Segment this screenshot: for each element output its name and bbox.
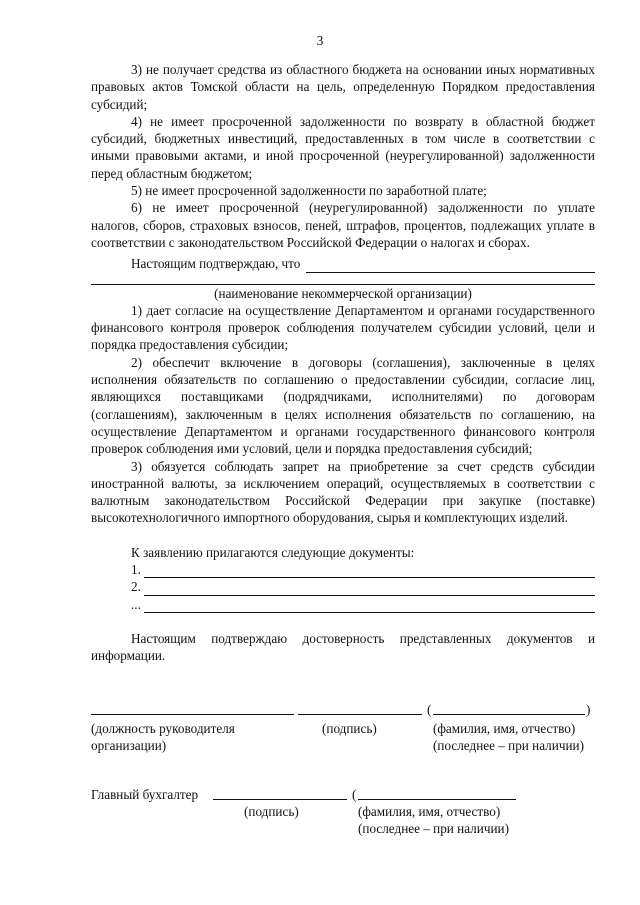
list-item-3: 3) не получает средства из областного бюджета на основании иных нормативных правовых актов Томской области на цель, определенную Порядком предоставления субсидий;: [91, 62, 595, 112]
name-blank[interactable]: [433, 714, 585, 715]
list-item-5: 5) не имеет просроченной задолженности по заработной плате;: [131, 183, 487, 199]
signature-blank[interactable]: [298, 714, 422, 715]
attachment-blank[interactable]: [144, 583, 595, 596]
attachment-number: 2.: [131, 579, 141, 595]
attachment-item: [91, 596, 595, 613]
attachment-number: 1.: [131, 562, 141, 578]
list-item-6: 6) не имеет просроченной (неурегулированной) задолженности по уплате налогов, сборов, страховых взносов, пеней, штрафов, процентов, подлежащих уплате в соответствии с законодательством Российской Федерации о налогах и сборах.: [91, 200, 595, 250]
name-close-paren: ): [586, 702, 591, 717]
consent-item-2: 2) обеспечит включение в договоры (соглашения), заключенные в целях исполнения обязательств по соглашению о предоставлении субсидии, согласие лиц, являющихся поставщиками (подрядчиками, исполнителями) по договорам (соглашениям), заключенным в целях исполнения обязательств по соглашению, на осуществление Департаментом и органами государственного финансового контроля проверок соблюдения ими условий, цели и порядка предоставления субсидий;: [91, 354, 595, 457]
attachment-number: ...: [131, 596, 141, 612]
attachment-item: [91, 578, 595, 595]
accountant-open-paren: (: [352, 787, 357, 802]
accountant-title: Главный бухгалтер: [91, 787, 199, 802]
position-blank[interactable]: [91, 714, 294, 715]
consent-item-1: 1) дает согласие на осуществление Департаментом и органами государственного финансового контроля проверок соблюдения получателем субсидии условий, цели и порядка предоставления субсидии;: [91, 302, 595, 353]
name-label: (фамилия, имя, отчество): [433, 721, 576, 736]
accountant-signature-label: (подпись): [244, 804, 299, 819]
accountant-signature-blank[interactable]: [213, 799, 347, 800]
confirm-line: [91, 255, 595, 272]
page-number: 3: [316, 33, 324, 48]
attachments-heading: К заявлению прилагаются следующие документы:: [131, 544, 415, 560]
attachment-item: [91, 561, 595, 578]
list-item-4: 4) не имеет просроченной задолженности по возврату в областной бюджет субсидий, бюджетных инвестиций, предоставленных в том числе в соответствии с иными правовыми актами, и иной просроченной (неурегулированной) задолженности перед областным бюджетом;: [91, 113, 595, 181]
confirm-prefix: Настоящим подтверждаю, что: [131, 256, 301, 272]
signature-label: (подпись): [322, 721, 377, 736]
document-body: [91, 61, 595, 665]
position-label: (должность руководителя: [91, 721, 235, 736]
accountant-name-blank[interactable]: [358, 799, 516, 800]
name-note: (последнее – при наличии): [433, 738, 584, 753]
consent-item-3: 3) обязуется соблюдать запрет на приобретение за счет средств субсидии иностранной валюты, за исключением операций, осуществляемых в соответствии с валютным законодательством Российской Федерации при закупке (поставке) высокотехнологичного импортного оборудования, сырья и комплектующих изделий.: [91, 458, 595, 526]
attachment-blank[interactable]: [144, 565, 595, 578]
attachment-blank[interactable]: [144, 600, 595, 613]
position-label-2: организации): [91, 738, 167, 753]
accountant-name-label: (фамилия, имя, отчество): [358, 804, 501, 819]
certify-text: Настоящим подтверждаю достоверность представленных документов и информации.: [91, 630, 595, 664]
org-name-blank[interactable]: [306, 260, 595, 273]
org-name-caption: (наименование некоммерческой организации): [214, 285, 472, 301]
name-open-paren: (: [427, 702, 432, 717]
accountant-name-note: (последнее – при наличии): [358, 821, 509, 836]
